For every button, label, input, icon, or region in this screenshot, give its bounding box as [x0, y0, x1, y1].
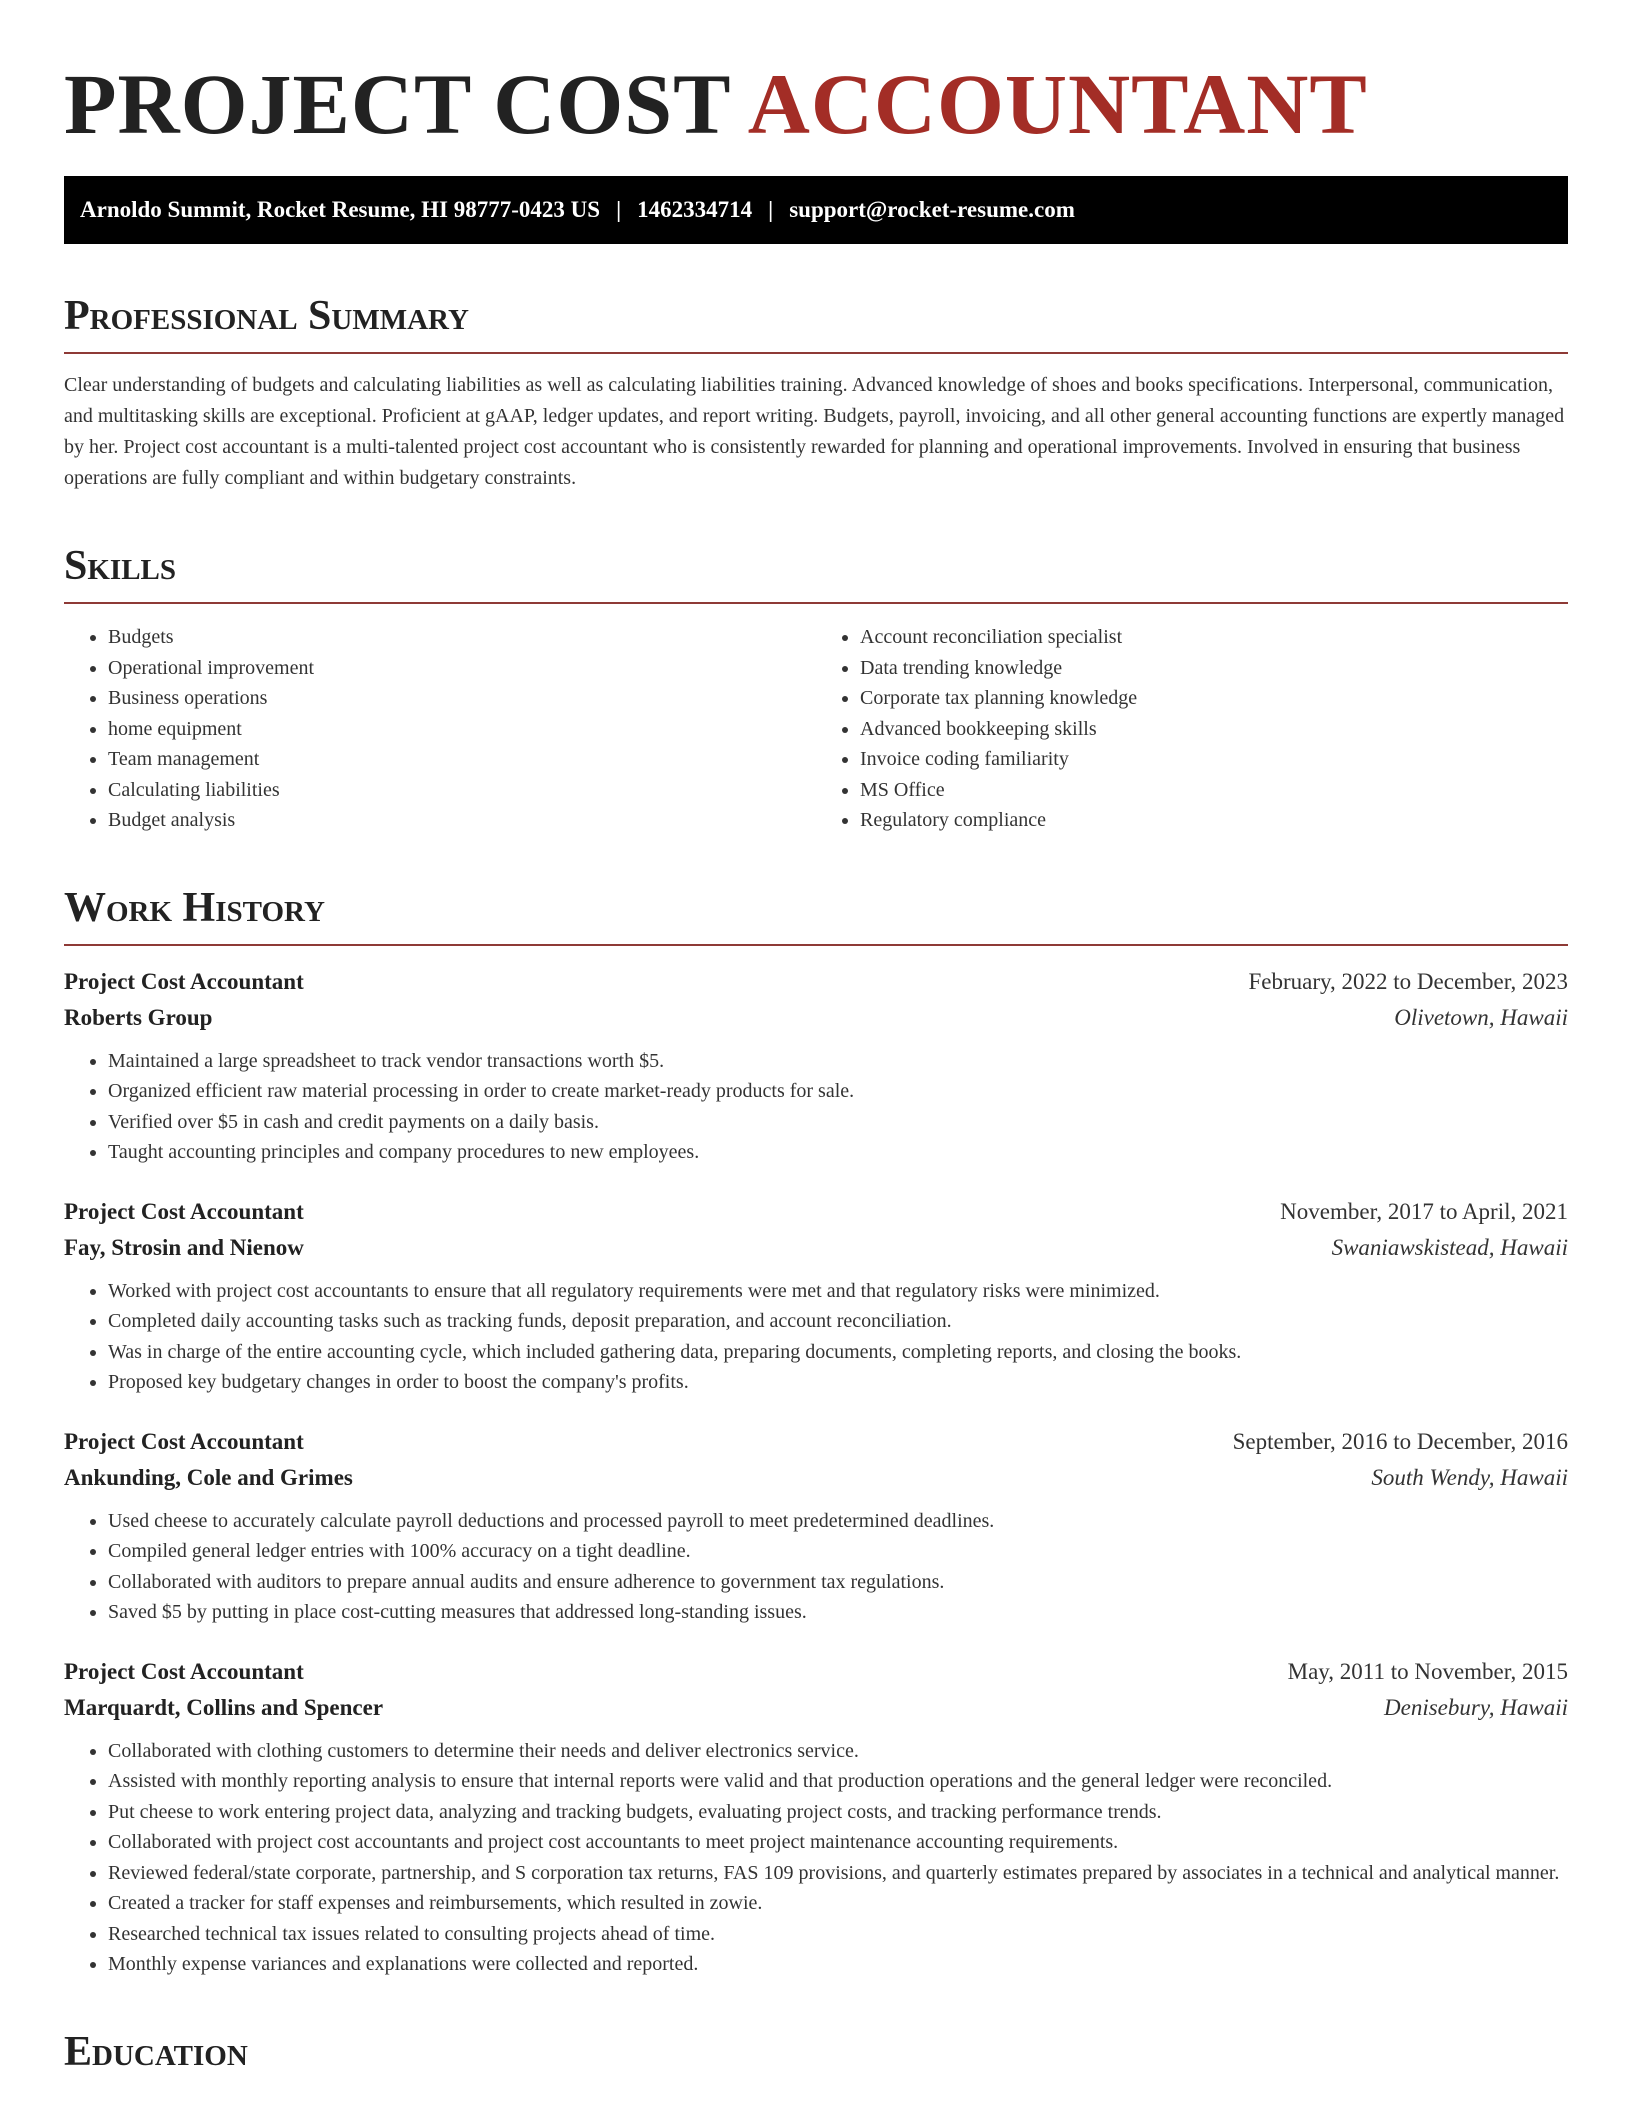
job-company: Fay, Strosin and Nienow — [64, 1234, 304, 1260]
job-header-row — [64, 1654, 1568, 1690]
skill-item: • Corporate tax planning knowledge — [860, 683, 1568, 714]
job-entry — [64, 964, 1568, 1168]
job-company: Roberts Group — [64, 1004, 213, 1030]
job-bullet: • Put cheese to work entering project data, analyzing and tracking budgets, evaluating project costs, and tracking performance trends. — [108, 1797, 1568, 1828]
job-bullet: • Was in charge of the entire accounting cycle, which included gathering data, preparing documents, completing reports, and closing the books. — [108, 1337, 1568, 1368]
skill-item: • Business operations — [108, 683, 816, 714]
job-title: Project Cost Accountant — [64, 1198, 304, 1224]
summary-heading: Professional Summary — [64, 290, 1568, 354]
contact-separator: | — [616, 197, 622, 222]
contact-email[interactable]: support@rocket-resume.com — [789, 197, 1075, 222]
skill-item: • Regulatory compliance — [860, 805, 1568, 836]
job-bullets — [64, 1276, 1568, 1398]
job-header-row — [64, 964, 1568, 1000]
contact-bar — [64, 176, 1568, 244]
job-bullet: • Used cheese to accurately calculate payroll deductions and processed payroll to meet predetermined deadlines. — [108, 1506, 1568, 1537]
job-header-row — [64, 1424, 1568, 1460]
job-location: Swaniawskistead, Hawaii — [1331, 1234, 1568, 1260]
contact-address: Arnoldo Summit, Rocket Resume, HI 98777-0423 US — [80, 197, 601, 222]
job-bullet: • Verified over $5 in cash and credit payments on a daily basis. — [108, 1107, 1568, 1138]
contact-phone: 1462334714 — [637, 197, 753, 222]
job-dates: September, 2016 to December, 2016 — [1232, 1428, 1568, 1454]
contact-separator: | — [768, 197, 774, 222]
job-location: Olivetown, Hawaii — [1394, 1004, 1568, 1030]
skills-column-left — [64, 622, 816, 836]
job-bullet: • Collaborated with auditors to prepare annual audits and ensure adherence to government tax regulations. — [108, 1567, 1568, 1598]
job-company: Marquardt, Collins and Spencer — [64, 1694, 384, 1720]
skill-item: • Calculating liabilities — [108, 775, 816, 806]
education-heading: Education — [64, 2028, 248, 2075]
job-bullet: • Monthly expense variances and explanations were collected and reported. — [108, 1949, 1568, 1980]
job-bullet: • Collaborated with project cost accountants and project cost accountants to meet project maintenance accounting requirements. — [108, 1827, 1568, 1858]
skill-item: • Budget analysis — [108, 805, 816, 836]
title-accent: ACCOUNTANT — [747, 56, 1368, 152]
job-bullet: • Collaborated with clothing customers to determine their needs and deliver electronics service. — [108, 1736, 1568, 1767]
skill-item: • Invoice coding familiarity — [860, 744, 1568, 775]
skill-item: • home equipment — [108, 714, 816, 745]
skills-heading: Skills — [64, 540, 1568, 604]
skill-item: • Advanced bookkeeping skills — [860, 714, 1568, 745]
skill-item: • Budgets — [108, 622, 816, 653]
skills-list — [64, 622, 1568, 836]
job-entry — [64, 1424, 1568, 1628]
job-bullet: • Maintained a large spreadsheet to track vendor transactions worth $5. — [108, 1046, 1568, 1077]
skill-item: • Team management — [108, 744, 816, 775]
summary-text: Clear understanding of budgets and calculating liabilities as well as calculating liabilities training. Advanced knowledge of shoes and books specifications. Interpersonal, communication, and multitasking skills are exceptional. Proficient at gAAP, ledger updates, and report writing. Budgets, payroll, invoicing, and all other general accounting functions are expertly managed by her. Project cost accountant is a multi-talented project cost accountant who is consistently rewarded for planning and operational improvements. Involved in ensuring that business operations are fully compliant and within budgetary constraints. — [64, 374, 1565, 489]
job-header-row — [64, 1194, 1568, 1230]
job-bullet: • Created a tracker for staff expenses and reimbursements, which resulted in zowie. — [108, 1888, 1568, 1919]
skill-item: • Operational improvement — [108, 653, 816, 684]
work-history-heading: Work History — [64, 882, 1568, 946]
job-bullet: • Worked with project cost accountants to ensure that all regulatory requirements were met and that regulatory risks were minimized. — [108, 1276, 1568, 1307]
job-company: Ankunding, Cole and Grimes — [64, 1464, 353, 1490]
work-history-list — [64, 964, 1568, 1980]
job-dates: May, 2011 to November, 2015 — [1287, 1658, 1568, 1684]
job-title: Project Cost Accountant — [64, 968, 304, 994]
job-bullet: • Completed daily accounting tasks such as tracking funds, deposit preparation, and account reconciliation. — [108, 1306, 1568, 1337]
job-bullet: • Taught accounting principles and company procedures to new employees. — [108, 1137, 1568, 1168]
skill-item: • MS Office — [860, 775, 1568, 806]
job-bullets — [64, 1736, 1568, 1980]
job-title: Project Cost Accountant — [64, 1658, 304, 1684]
job-location: Denisebury, Hawaii — [1384, 1694, 1568, 1720]
job-title: Project Cost Accountant — [64, 1428, 304, 1454]
job-dates: November, 2017 to April, 2021 — [1280, 1198, 1568, 1224]
resume-title — [64, 0, 1568, 152]
job-bullet: • Reviewed federal/state corporate, partnership, and S corporation tax returns, FAS 109 provisions, and quarterly estimates prepared by associates in a technical and analytical manner. — [108, 1858, 1568, 1889]
job-company-row — [64, 1460, 1568, 1496]
job-entry — [64, 1194, 1568, 1398]
skill-item: • Account reconciliation specialist — [860, 622, 1568, 653]
job-company-row — [64, 1000, 1568, 1036]
title-main: PROJECT COST — [64, 56, 730, 152]
job-dates: February, 2022 to December, 2023 — [1248, 968, 1568, 994]
job-bullet: • Assisted with monthly reporting analysis to ensure that internal reports were valid and that production operations and the general ledger were reconciled. — [108, 1766, 1568, 1797]
job-location: South Wendy, Hawaii — [1371, 1464, 1568, 1490]
skill-item: • Data trending knowledge — [860, 653, 1568, 684]
job-bullets — [64, 1046, 1568, 1168]
job-entry — [64, 1654, 1568, 1980]
job-company-row — [64, 1230, 1568, 1266]
job-bullet: • Researched technical tax issues related to consulting projects ahead of time. — [108, 1919, 1568, 1950]
job-bullet: • Organized efficient raw material processing in order to create market-ready products for sale. — [108, 1076, 1568, 1107]
skills-column-right — [816, 622, 1568, 836]
job-company-row — [64, 1690, 1568, 1726]
job-bullet: • Proposed key budgetary changes in order to boost the company's profits. — [108, 1367, 1568, 1398]
job-bullets — [64, 1506, 1568, 1628]
job-bullet: • Saved $5 by putting in place cost-cutting measures that addressed long-standing issues. — [108, 1597, 1568, 1628]
job-bullet: • Compiled general ledger entries with 100% accuracy on a tight deadline. — [108, 1536, 1568, 1567]
